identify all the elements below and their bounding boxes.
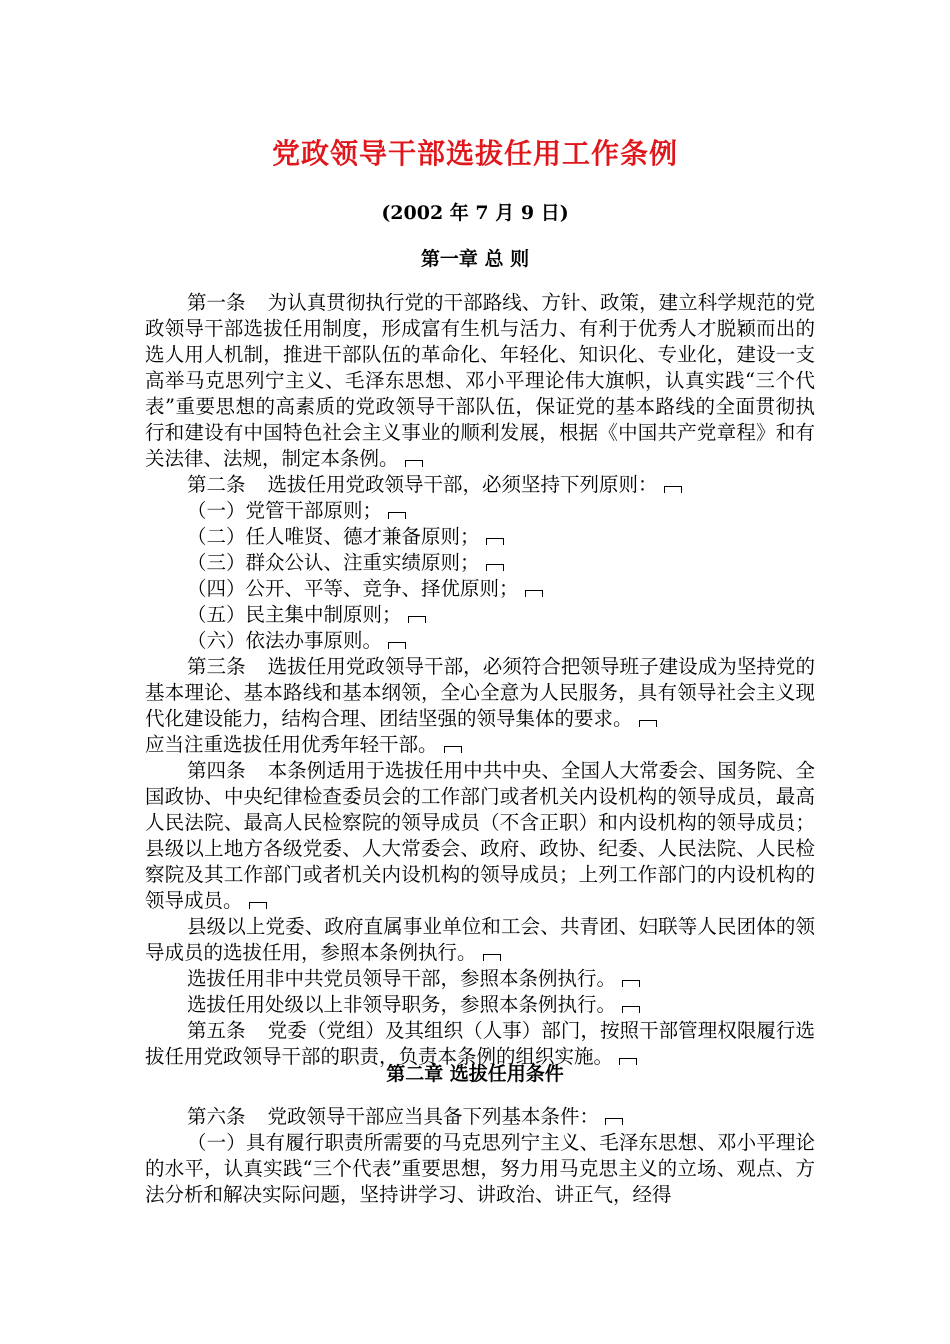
article-4-para-3: [145, 966, 815, 992]
paragraph-mark-icon: [249, 902, 267, 909]
article-3-para-2: [145, 732, 815, 758]
list-item: [145, 524, 815, 550]
article-label: 第二条: [187, 473, 246, 496]
paragraph-text: 选拔任用非中共党员领导干部，参照本条例执行。: [187, 967, 617, 990]
article-3: [145, 654, 815, 732]
article-4-para-2: [145, 914, 815, 966]
list-item: [145, 1130, 815, 1208]
chapter-1-body: [145, 290, 815, 1070]
list-item-text: （一）党管干部原则；: [187, 499, 383, 522]
list-item: [145, 628, 815, 654]
list-item: [145, 498, 815, 524]
document-title: 党政领导干部选拔任用工作条例: [271, 137, 678, 170]
paragraph-mark-icon: [605, 1118, 623, 1125]
paragraph-mark-icon: [408, 616, 426, 623]
article-1: [145, 290, 815, 472]
paragraph-mark-icon: [486, 564, 504, 571]
article-label: 第五条: [187, 1019, 246, 1042]
article-4-para-4: [145, 992, 815, 1018]
paragraph-mark-icon: [388, 512, 406, 519]
list-item-text: （二）任人唯贤、德才兼备原则；: [187, 525, 480, 548]
paragraph-mark-icon: [622, 1006, 640, 1013]
list-item: [145, 550, 815, 576]
article-text: 党政领导干部应当具备下列基本条件：: [267, 1105, 600, 1128]
paragraph-mark-icon: [405, 460, 423, 467]
paragraph-text: 选拔任用处级以上非领导职务，参照本条例执行。: [187, 993, 617, 1016]
chapter-heading: 第二章 选拔任用条件: [386, 1063, 564, 1085]
paragraph-mark-icon: [622, 980, 640, 987]
article-label: 第六条: [187, 1105, 246, 1128]
paragraph-text: 应当注重选拔任用优秀年轻干部。: [145, 733, 438, 756]
list-item: [145, 576, 815, 602]
paragraph-mark-icon: [486, 538, 504, 545]
article-text: 选拔任用党政领导干部，必须坚持下列原则：: [267, 473, 658, 496]
paragraph-mark-icon: [664, 486, 682, 493]
article-label: 第四条: [187, 759, 246, 782]
article-2: [145, 472, 815, 498]
article-6: [145, 1104, 815, 1130]
paragraph-mark-icon: [639, 720, 657, 727]
paragraph-mark-icon: [525, 590, 543, 597]
paragraph-mark-icon: [388, 642, 406, 649]
list-item-text: （六）依法办事原则。: [187, 629, 383, 652]
list-item-text: （五）民主集中制原则；: [187, 603, 402, 626]
article-text: 本条例适用于选拔任用中共中央、全国人大常委会、国务院、全国政协、中央纪律检查委员会的工作部门或者机关内设机构的领导成员，最高人民法院、最高人民检察院的领导成员（不含正职）和内设机构的领导成员；县级以上地方各级党委、人大常委会、政府、政协、纪委、人民法院、人民检察院及其工作部门或者机关内设机构的领导成员；上列工作部门的内设机构的领导成员。: [145, 759, 815, 912]
list-item: [145, 602, 815, 628]
paragraph-mark-icon: [483, 954, 501, 961]
list-item-text: （四）公开、平等、竞争、择优原则；: [187, 577, 519, 600]
paragraph-mark-icon: [444, 746, 462, 753]
list-item-text: （一）具有履行职责所需要的马克思列宁主义、毛泽东思想、邓小平理论的水平，认真实践“三个代表”重要思想，努力用马克思主义的立场、观点、方法分析和解决实际问题，坚持讲学习、讲政治、讲正气，经得: [145, 1131, 815, 1206]
article-text: 选拔任用党政领导干部，必须符合把领导班子建设成为坚持党的基本理论、基本路线和基本纲领，全心全意为人民服务，具有领导社会主义现代化建设能力，结构合理、团结坚强的领导集体的要求。: [145, 655, 815, 730]
paragraph-text: 县级以上党委、政府直属事业单位和工会、共青团、妇联等人民团体的领导成员的选拔任用，参照本条例执行。: [145, 915, 815, 964]
article-label: 第一条: [187, 291, 246, 314]
chapter-2-body: [145, 1104, 815, 1208]
article-4: [145, 758, 815, 914]
document-date: (2002 年 7 月 9 日): [381, 202, 569, 224]
article-text: 为认真贯彻执行党的干部路线、方针、政策，建立科学规范的党政领导干部选拔任用制度，形成富有生机与活力、有利于优秀人才脱颖而出的选人用人机制，推进干部队伍的革命化、年轻化、知识化、专业化，建设一支高举马克思列宁主义、毛泽东思想、邓小平理论伟大旗帜，认真实践“三个代表”重要思想的高素质的党政领导干部队伍，保证党的基本路线的全面贯彻执行和建设有中国特色社会主义事业的顺利发展，根据《中国共产党章程》和有关法律、法规，制定本条例。: [145, 291, 815, 470]
article-label: 第三条: [187, 655, 246, 678]
list-item-text: （三）群众公认、注重实绩原则；: [187, 551, 480, 574]
article-text: 党委（党组）及其组织（人事）部门，按照干部管理权限履行选拔任用党政领导干部的职责，负责本条例的组织实施。: [145, 1019, 815, 1068]
chapter-heading: 第一章 总 则: [420, 248, 530, 270]
